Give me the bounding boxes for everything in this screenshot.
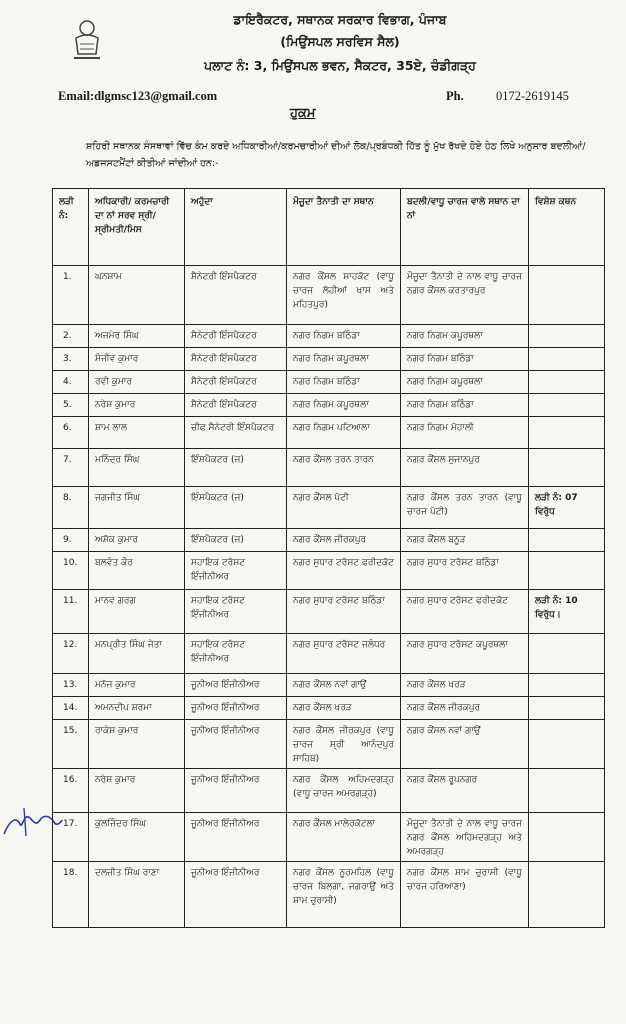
cell-remarks [529, 266, 605, 325]
cell-current-posting: ਨਗਰ ਕੌਂਸਲ ਅਹਿਮਦਗੜ੍ਹ (ਵਾਧੂ ਚਾਰਜ ਅਮਰਗੜ੍ਹ) [287, 769, 401, 813]
table-row [53, 697, 605, 720]
cell-serial: 2. [53, 325, 89, 348]
cell-current-posting: ਨਗਰ ਕੌਂਸਲ ਸ਼ਾਹਕੋਟ (ਵਾਧੂ ਚਾਰਜ ਲੋਹੀਆਂ ਖਾਸ ਅਤੇ ਮਹਿਤਪੁਰ) [287, 266, 401, 325]
cell-transfer-place: ਨਗਰ ਕੌਂਸਲ ਰੂਪਨਗਰ [401, 769, 529, 813]
cell-serial: 1. [53, 266, 89, 325]
cell-current-posting: ਨਗਰ ਸੁਧਾਰ ਟਰੱਸਟ ਬਠਿੰਡਾ [287, 590, 401, 634]
order-title: ਹੁਕਮ [290, 106, 316, 121]
cell-serial: 13. [53, 674, 89, 697]
cell-serial: 3. [53, 348, 89, 371]
table-row [53, 449, 605, 487]
cell-transfer-place: ਨਗਰ ਕੌਂਸਲ ਜੀਰਕਪੁਰ [401, 697, 529, 720]
email-address: Email:dlgmsc123@gmail.com [58, 89, 218, 103]
cell-transfer-place: ਮੌਜੂਦਾ ਤੈਨਾਤੀ ਦੇ ਨਾਲ ਵਾਧੂ ਚਾਰਜ ਨਗਰ ਕੌਂਸਲ ਕਰਤਾਰਪੁਰ [401, 266, 529, 325]
cell-post: ਚੀਫ ਸੈਨੇਟਰੀ ਇੰਸਪੈਕਟਰ [185, 417, 287, 449]
cell-post: ਜੂਨੀਅਰ ਇੰਜੀਨੀਅਰ [185, 720, 287, 769]
table-row [53, 720, 605, 769]
cell-current-posting: ਨਗਰ ਕੌਂਸਲ ਮਾਲੇਰਕੋਟਲਾ [287, 813, 401, 862]
table-row [53, 417, 605, 449]
col-header-transfer-place: ਬਦਲੀ/ਵਾਧੂ ਚਾਰਜ ਵਾਲੇ ਸਥਾਨ ਦਾ ਨਾਂ [401, 189, 529, 266]
cell-post: ਸੈਨੇਟਰੀ ਇੰਸਪੈਕਟਰ [185, 394, 287, 417]
cell-serial: 11. [53, 590, 89, 634]
cell-name: ਜਗਜੀਤ ਸਿੰਘ [89, 487, 185, 529]
cell-current-posting: ਨਗਰ ਸੁਧਾਰ ਟਰੱਸਟ ਫਰੀਦਕੋਟ [287, 552, 401, 590]
cell-name: ਘਨਸ਼ਾਮ [89, 266, 185, 325]
table-row [53, 371, 605, 394]
cell-remarks: ਲੜੀ ਨੰ: 10 ਵਿਰੁੱਧ। [529, 590, 605, 634]
cell-current-posting: ਨਗਰ ਕੌਂਸਲ ਨਵਾਂ ਗਾਉਂ [287, 674, 401, 697]
table-row [53, 813, 605, 862]
table-row [53, 266, 605, 325]
cell-transfer-place: ਨਗਰ ਸੁਧਾਰ ਟਰੱਸਟ ਕਪੂਰਥਲਾ [401, 634, 529, 674]
table-row [53, 529, 605, 552]
cell-name: ਸ਼ਾਮ ਲਾਲ [89, 417, 185, 449]
cell-current-posting: ਨਗਰ ਕੌਂਸਲ ਨੂਰਮਹਿਲ (ਵਾਧੂ ਚਾਰਜ ਬਿਲਗਾ, ਜਗਰਾਉਂ ਅਤੇ ਸ਼ਾਮ ਚੁਰਾਸੀ) [287, 862, 401, 928]
cell-remarks [529, 552, 605, 590]
cell-current-posting: ਨਗਰ ਨਿਗਮ ਪਟਿਆਲਾ [287, 417, 401, 449]
cell-transfer-place: ਨਗਰ ਕੌਂਸਲ ਸੁਜਾਨਪੁਰ [401, 449, 529, 487]
cell-remarks [529, 813, 605, 862]
phone-number: 0172-2619145 [496, 89, 569, 103]
cell-post: ਸੈਨੇਟਰੀ ਇੰਸਪੈਕਟਰ [185, 325, 287, 348]
col-header-current-posting: ਮੌਜੂਦਾ ਤੈਨਾਤੀ ਦਾ ਸਥਾਨ [287, 189, 401, 266]
phone-label: Ph. [446, 89, 464, 103]
cell-remarks [529, 674, 605, 697]
table-row [53, 394, 605, 417]
cell-transfer-place: ਨਗਰ ਕੌਂਸਲ ਸ਼ਾਮ ਚੁਰਾਸੀ (ਵਾਧੂ ਚਾਰਜ ਹਰਿਆਣਾ) [401, 862, 529, 928]
cell-post: ਸੈਨੇਟਰੀ ਇੰਸਪੈਕਟਰ [185, 371, 287, 394]
cell-serial: 5. [53, 394, 89, 417]
cell-serial: 18. [53, 862, 89, 928]
cell-transfer-place: ਨਗਰ ਸੁਧਾਰ ਟਰੱਸਟ ਫਰੀਦਕੋਟ [401, 590, 529, 634]
cell-current-posting: ਨਗਰ ਕੌਂਸਲ ਤਰਨ ਤਾਰਨ [287, 449, 401, 487]
col-header-remarks: ਵਿਸ਼ੇਸ਼ ਕਥਨ [529, 189, 605, 266]
cell-transfer-place: ਮੌਜੂਦਾ ਤੈਨਾਤੀ ਦੇ ਨਾਲ ਵਾਧੂ ਚਾਰਜ ਨਗਰ ਕੌਂਸਲ ਅਹਿਮਦਗੜ੍ਹ ਅਤੇ ਅਮਰਗੜ੍ਹ [401, 813, 529, 862]
cell-transfer-place: ਨਗਰ ਨਿਗਮ ਬਠਿੰਡਾ [401, 348, 529, 371]
cell-current-posting: ਨਗਰ ਕੌਂਸਲ ਪੱਟੀ [287, 487, 401, 529]
cell-remarks [529, 862, 605, 928]
cell-post: ਸੈਨੇਟਰੀ ਇੰਸਪੈਕਟਰ [185, 266, 287, 325]
cell-remarks [529, 634, 605, 674]
cell-remarks [529, 449, 605, 487]
cell-transfer-place: ਨਗਰ ਨਿਗਮ ਮੋਹਾਲੀ [401, 417, 529, 449]
cell-post: ਸਹਾਇਕ ਟਰੱਸਟ ਇੰਜੀਨੀਅਰ [185, 634, 287, 674]
cell-remarks [529, 769, 605, 813]
cell-remarks [529, 417, 605, 449]
cell-current-posting: ਨਗਰ ਕੌਂਸਲ ਜੀਰਕਪੁਰ (ਵਾਧੂ ਚਾਰਜ ਸ੍ਰੀ ਆਨੰਦਪੁਰ ਸਾਹਿਬ) [287, 720, 401, 769]
state-emblem-icon [64, 14, 110, 64]
cell-serial: 8. [53, 487, 89, 529]
intro-paragraph: ਸ਼ਹਿਰੀ ਸਥਾਨਕ ਸੰਸਥਾਵਾਂ ਵਿੱਚ ਕੰਮ ਕਰਦੇ ਅਧਿਕਾਰੀਆਂ/ਕਰਮਚਾਰੀਆਂ ਦੀਆਂ ਲੋਕ/ਪ੍ਰਬੰਧਕੀ ਹਿੱਤ ਨੂੰ ਮੁੱਖ ਰੱਖਦੇ ਹੋਏ ਹੇਠ ਲਿਖੇ ਅਨੁਸਾਰ ਬਦਲੀਆਂ/ਅਡਜਸਟਮੈਂਟਾਂ ਕੀਤੀਆਂ ਜਾਂਦੀਆਂ ਹਨ:- [86, 141, 586, 169]
table-header-row [53, 189, 605, 266]
cell-current-posting: ਨਗਰ ਨਿਗਮ ਬਠਿੰਡਾ [287, 325, 401, 348]
cell-serial: 12. [53, 634, 89, 674]
table-row [53, 487, 605, 529]
cell-name: ਕੁਲਜਿੰਦਰ ਸਿੰਘ [89, 813, 185, 862]
cell-post: ਸਹਾਇਕ ਟਰੱਸਟ ਇੰਜੀਨੀਅਰ [185, 552, 287, 590]
cell-current-posting: ਨਗਰ ਕੌਂਸਲ ਖਰੜ [287, 697, 401, 720]
table-row [53, 634, 605, 674]
cell-name: ਅਜਮੇਰ ਸਿੰਘ [89, 325, 185, 348]
cell-post: ਜੂਨੀਅਰ ਇੰਜੀਨੀਅਰ [185, 862, 287, 928]
table-row [53, 862, 605, 928]
cell-current-posting: ਨਗਰ ਕੌਂਸਲ ਜੀਰਕਪੁਰ [287, 529, 401, 552]
cell-post: ਜੂਨੀਅਰ ਇੰਜੀਨੀਅਰ [185, 769, 287, 813]
cell-post: ਸਹਾਇਕ ਟਰੱਸਟ ਇੰਜੀਨੀਅਰ [185, 590, 287, 634]
table-row [53, 769, 605, 813]
cell-post: ਇੰਸਪੈਕਟਰ (ਜ) [185, 449, 287, 487]
table-row [53, 590, 605, 634]
cell-remarks [529, 697, 605, 720]
dept-address: ਪਲਾਟ ਨੰ: 3, ਮਿਉਂਸਪਲ ਭਵਨ, ਸੈਕਟਰ, 35ਏ, ਚੰਡੀਗੜ੍ਹ [204, 58, 476, 73]
transfer-table [52, 188, 605, 928]
cell-post: ਜੂਨੀਅਰ ਇੰਜੀਨੀਅਰ [185, 813, 287, 862]
cell-current-posting: ਨਗਰ ਨਿਗਮ ਕਪੂਰਥਲਾ [287, 348, 401, 371]
cell-serial: 17. [53, 813, 89, 862]
cell-post: ਇੰਸਪੈਕਟਰ (ਜ) [185, 487, 287, 529]
cell-post: ਜੂਨੀਅਰ ਇੰਜੀਨੀਅਰ [185, 697, 287, 720]
cell-transfer-place: ਨਗਰ ਕੌਂਸਲ ਤਰਨ ਤਾਰਨ (ਵਾਧੂ ਚਾਰਜ ਪੱਟੀ) [401, 487, 529, 529]
cell-name: ਨਰੇਸ਼ ਕੁਮਾਰ [89, 769, 185, 813]
cell-name: ਸੰਜੀਵ ਕੁਮਾਰ [89, 348, 185, 371]
col-header-post: ਅਹੁੱਦਾ [185, 189, 287, 266]
table-row [53, 325, 605, 348]
cell-name: ਮਨਿੰਦਰ ਸਿੰਘ [89, 449, 185, 487]
col-header-name: ਅਧਿਕਾਰੀ/ ਕਰਮਚਾਰੀ ਦਾ ਨਾਂ ਸਰਵ ਸ੍ਰੀ/ਸ੍ਰੀਮਤੀ/ਮਿਸ [89, 189, 185, 266]
cell-remarks [529, 529, 605, 552]
cell-current-posting: ਨਗਰ ਸੁਧਾਰ ਟਰੱਸਟ ਜਲੰਧਰ [287, 634, 401, 674]
dept-name: ਡਾਇਰੈਕਟਰ, ਸਥਾਨਕ ਸਰਕਾਰ ਵਿਭਾਗ, ਪੰਜਾਬ [233, 12, 447, 27]
cell-serial: 10. [53, 552, 89, 590]
cell-post: ਸੈਨੇਟਰੀ ਇੰਸਪੈਕਟਰ [185, 348, 287, 371]
cell-name: ਰਾਕੇਸ਼ ਕੁਮਾਰ [89, 720, 185, 769]
cell-remarks [529, 348, 605, 371]
cell-name: ਮਾਨਵ ਗਰਗ [89, 590, 185, 634]
cell-serial: 9. [53, 529, 89, 552]
table-row [53, 552, 605, 590]
cell-post: ਜੂਨੀਅਰ ਇੰਜੀਨੀਅਰ [185, 674, 287, 697]
cell-transfer-place: ਨਗਰ ਕੌਂਸਲ ਨਵਾਂ ਗਾਉਂ [401, 720, 529, 769]
cell-post: ਇੰਸਪੈਕਟਰ (ਜ) [185, 529, 287, 552]
cell-transfer-place: ਨਗਰ ਕੌਂਸਲ ਬਨੂੜ [401, 529, 529, 552]
cell-name: ਅਮਨਦੀਪ ਸ਼ਰਮਾ [89, 697, 185, 720]
cell-remarks [529, 394, 605, 417]
cell-remarks [529, 325, 605, 348]
cell-current-posting: ਨਗਰ ਨਿਗਮ ਬਠਿੰਡਾ [287, 371, 401, 394]
cell-serial: 6. [53, 417, 89, 449]
table-row [53, 674, 605, 697]
cell-transfer-place: ਨਗਰ ਨਿਗਮ ਕਪੂਰਥਲਾ [401, 371, 529, 394]
cell-serial: 16. [53, 769, 89, 813]
cell-current-posting: ਨਗਰ ਨਿਗਮ ਕਪੂਰਥਲਾ [287, 394, 401, 417]
cell-serial: 14. [53, 697, 89, 720]
cell-remarks: ਲੜੀ ਨੰ: 07 ਵਿਰੁੱਧ [529, 487, 605, 529]
cell-remarks [529, 720, 605, 769]
table-row [53, 348, 605, 371]
cell-serial: 7. [53, 449, 89, 487]
cell-name: ਮਨਪ੍ਰੀਤ ਸਿੰਘ ਜੇਤਾ [89, 634, 185, 674]
cell-remarks [529, 371, 605, 394]
cell-serial: 4. [53, 371, 89, 394]
cell-name: ਰਵੀ ਕੁਮਾਰ [89, 371, 185, 394]
cell-name: ਦਲਜੀਤ ਸਿੰਘ ਰਾਣਾ [89, 862, 185, 928]
cell-name: ਅਸ਼ੋਕ ਕੁਮਾਰ [89, 529, 185, 552]
cell-name: (ਮਿਉਂਸਪਲ ਸਰਵਿਸ ਸੈਲ) [280, 34, 400, 49]
cell-transfer-place: ਨਗਰ ਨਿਗਮ ਬਠਿੰਡਾ [401, 394, 529, 417]
cell-name: ਬਲਵੰਤ ਕੌਰ [89, 552, 185, 590]
cell-transfer-place: ਨਗਰ ਸੁਧਾਰ ਟਰੱਸਟ ਬਠਿੰਡਾ [401, 552, 529, 590]
cell-serial: 15. [53, 720, 89, 769]
cell-transfer-place: ਨਗਰ ਨਿਗਮ ਕਪੂਰਥਲਾ [401, 325, 529, 348]
cell-name: ਮਨੋਜ ਕੁਮਾਰ [89, 674, 185, 697]
cell-transfer-place: ਨਗਰ ਕੌਂਸਲ ਖਰੜ [401, 674, 529, 697]
col-header-serial: ਲੜੀ ਨੰ: [53, 189, 89, 266]
cell-name: ਨਰੇਸ਼ ਕੁਮਾਰ [89, 394, 185, 417]
